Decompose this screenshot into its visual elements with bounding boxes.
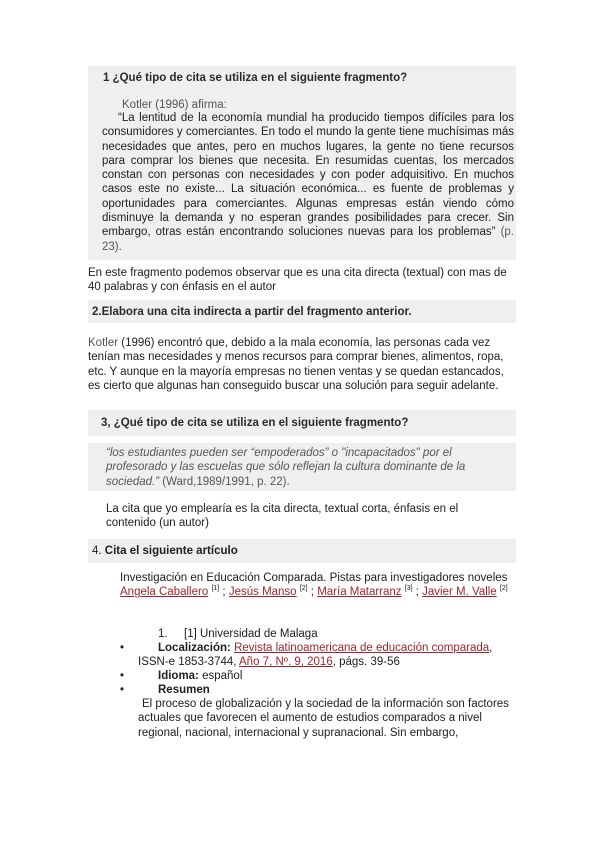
issue-link[interactable]: Año 7, Nº. 9, 2016 bbox=[239, 656, 333, 669]
q4-heading bbox=[92, 544, 238, 558]
q4-number: 4. bbox=[92, 545, 105, 557]
author-ref-2: [3] bbox=[404, 585, 413, 593]
idioma-value: español bbox=[198, 670, 243, 682]
q3-quote bbox=[106, 446, 506, 489]
pages-text: , págs. 39-56 bbox=[332, 656, 400, 669]
author-link-3[interactable]: Javier M. Valle bbox=[422, 586, 497, 599]
q1-section bbox=[88, 66, 516, 260]
author-link-0[interactable]: Angela Caballero bbox=[120, 586, 209, 599]
affiliation-text: [1] Universidad de Malaga bbox=[184, 628, 318, 640]
resumen-label: Resumen bbox=[158, 684, 210, 696]
q1-quote-intro: Kotler (1996) afirma: bbox=[122, 99, 227, 111]
localizacion-row bbox=[120, 641, 516, 670]
article-title: Investigación en Educación Comparada. Pistas para investigadores noveles bbox=[120, 572, 508, 584]
q2-answer-text: (1996) encontró que, debido a la mala economía, las personas cada vez tenían mas necesidades y menos recursos para comprar bienes, alimentos, ropa, etc. Y aunque en la mayoría empresas no tienen ventas y se quedan estancados, es cierto que algunas han conseguido buscar una solución para seguir adelante. bbox=[88, 337, 504, 392]
q3-title-bar bbox=[88, 410, 516, 436]
author-ref-3: [2] bbox=[499, 585, 508, 593]
issn-text: , ISSN-e 1853-3744, bbox=[138, 642, 493, 669]
q4-title-bar bbox=[88, 539, 516, 563]
bullet: • bbox=[120, 642, 125, 654]
journal-link[interactable]: Revista latinoamericana de educación comparada bbox=[234, 642, 490, 654]
q2-answer-author: Kotler bbox=[88, 337, 119, 349]
q1-quote-body bbox=[102, 111, 514, 254]
q2-title-bar bbox=[88, 300, 516, 323]
q3-quote-block bbox=[88, 443, 516, 491]
q1-title: 1 ¿Qué tipo de cita se utiliza en el siguiente fragmento? bbox=[103, 72, 408, 84]
q4-article bbox=[120, 571, 516, 600]
localizacion-label: Localización: bbox=[158, 642, 231, 654]
q4-title: Cita el siguiente artículo bbox=[104, 545, 238, 557]
bullet: • bbox=[120, 684, 125, 696]
article-authors: Angela Caballero [1] ; Jesús Manso [2] ; María Matarranz [3] ; Javier M. Valle [2] bbox=[120, 585, 508, 599]
q2-answer bbox=[88, 336, 518, 393]
affiliation-number: 1. bbox=[158, 628, 168, 640]
bullet: • bbox=[120, 670, 125, 682]
q1-answer: En este fragmento podemos observar que es una cita directa (textual) con mas de 40 palabras y con énfasis en el autor bbox=[88, 267, 507, 294]
q3-quote-citation: (Ward,1989/1991, p. 22). bbox=[159, 475, 290, 488]
idioma-label: Idioma: bbox=[158, 670, 199, 682]
author-ref-0: [1] bbox=[211, 585, 220, 593]
author-link-2[interactable]: María Matarranz bbox=[317, 586, 402, 599]
author-ref-1: [2] bbox=[299, 585, 308, 593]
author-link-1[interactable]: Jesús Manso bbox=[228, 586, 297, 599]
q1-quote-text: “La lentitud de la economía mundial ha producido tiempos difíciles para los consumidores y comerciantes. En todo el mundo la gente tiene muchísimas más necesidades que antes, pero en muchos lugares, la gente no tiene recursos para comprar los bienes que necesita. En resumidas cuentas, los mercados constan con personas con necesidades y con poder adquisitivo. En muchos casos este no existe... La situación económica... es fuente de problemas y oportunidades para comerciantes. Algunas empresas están viendo cómo disminuye la demanda y no esperan grandes posibilidades para crecer. Sin embargo, otras están encontrando soluciones nuevas para los problemas” bbox=[102, 112, 514, 239]
q1-quote-page: (p. 23). bbox=[102, 226, 514, 253]
q3-quote-text: “los estudiantes pueden ser “empoderados” o "incapacitados" por el profesorado y las escuelas que sólo reflejan la cultura dominante de la sociedad.” bbox=[106, 447, 466, 488]
q3-answer: La cita que yo emplearía es la cita directa, textual corta, énfasis en el contenido (un autor) bbox=[106, 503, 459, 530]
q3-title: 3, ¿Qué tipo de cita se utiliza en el siguiente fragmento? bbox=[101, 417, 409, 429]
resumen-text: El proceso de globalización y la sociedad de la información son factores actuales que favorecen el aumento de estudios comparados a nivel regional, nacional, internacional y supranacional. Sin embargo, bbox=[138, 698, 509, 739]
q2-title: 2.Elabora una cita indirecta a partir del fragmento anterior. bbox=[92, 306, 412, 318]
